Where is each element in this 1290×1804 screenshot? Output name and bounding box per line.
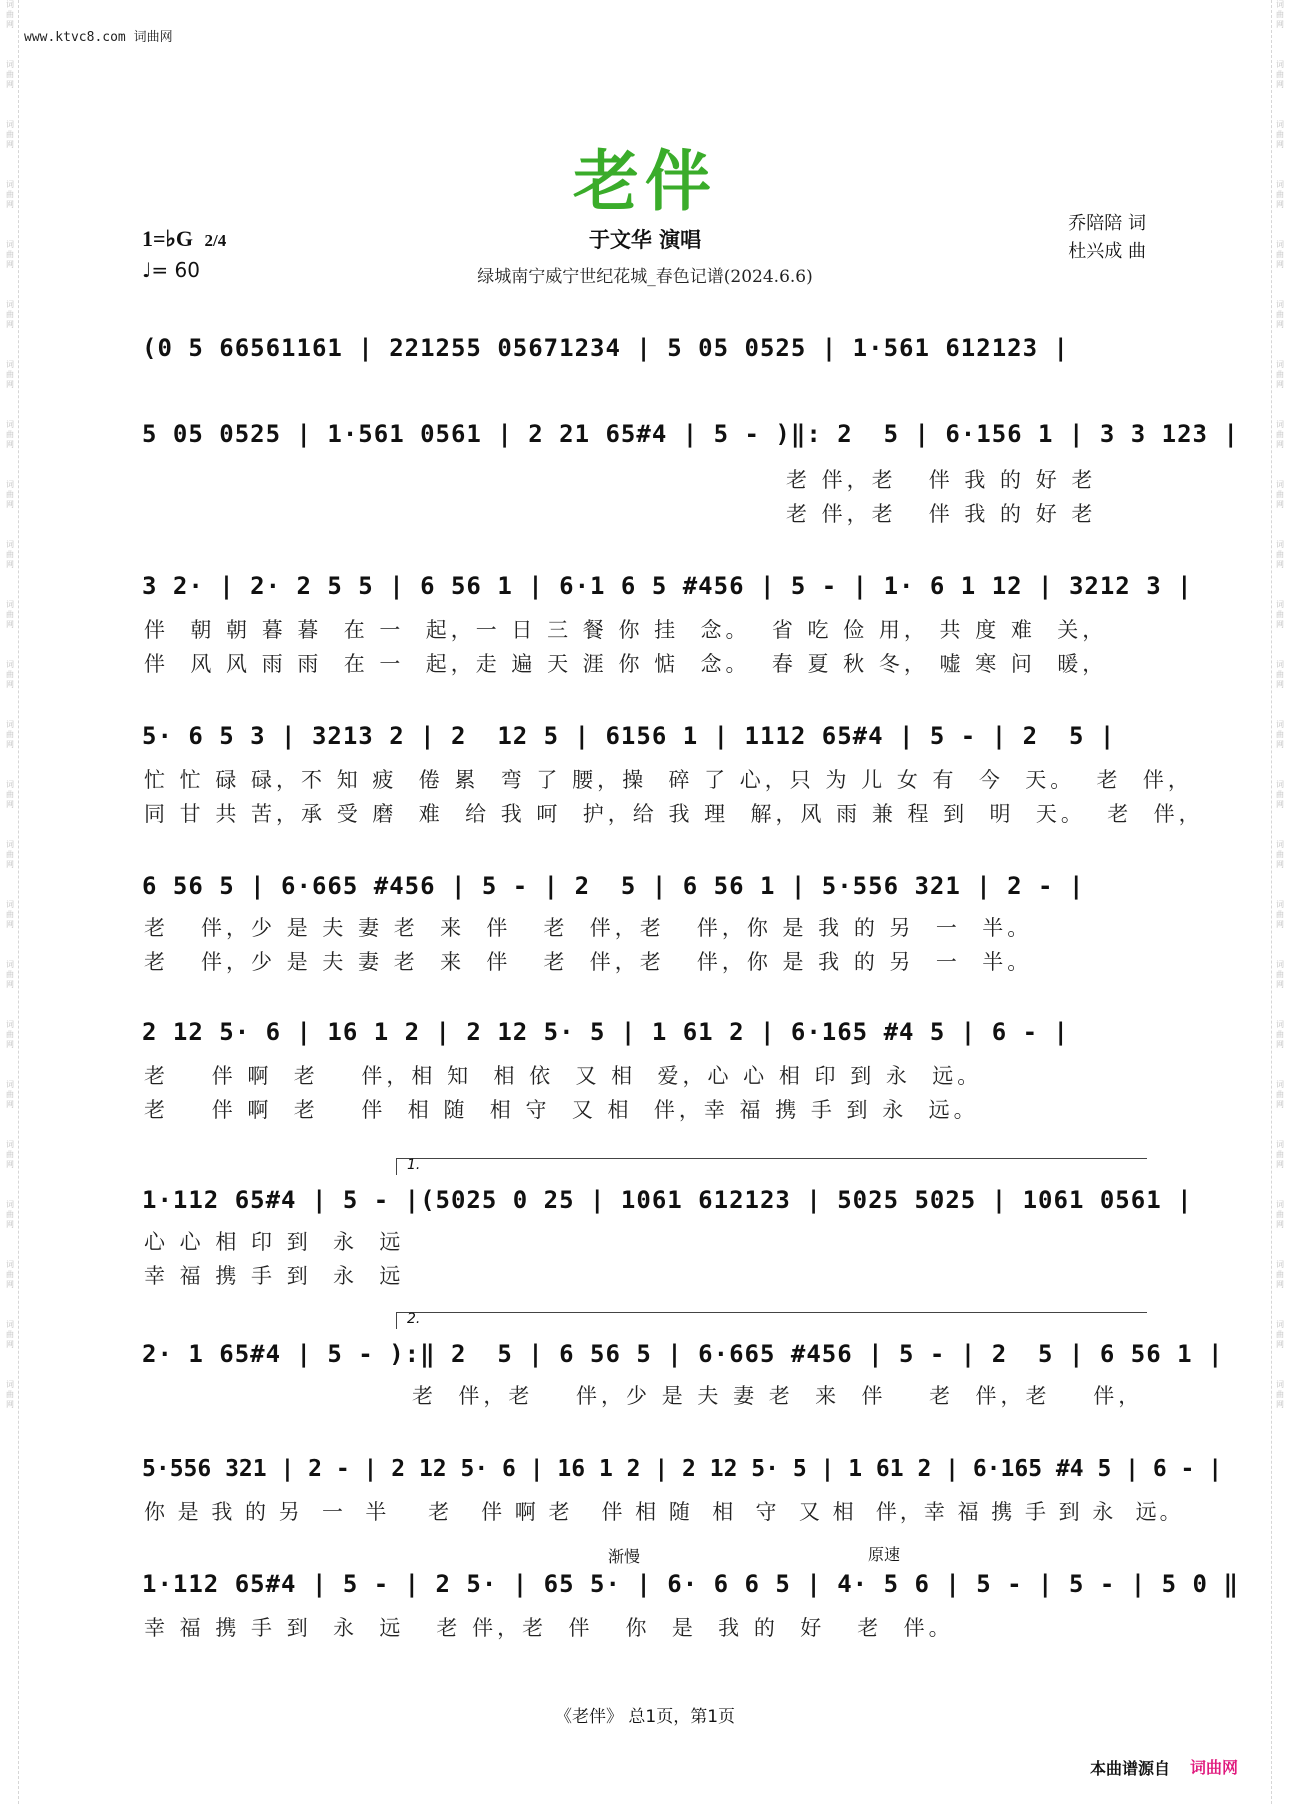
brand-link[interactable]: 词曲网 [1189, 1758, 1238, 1777]
watermark: 词曲网 [1276, 720, 1284, 749]
watermark: 词曲网 [6, 1380, 14, 1409]
notation-line: 1·112 65#4 | 5 - |(5025 0 25 | 1061 612123 | 5025 5025 | 1061 0561 | [142, 1186, 1193, 1214]
lyric-line: 幸 福 携 手 到 永 远 [144, 1264, 405, 1288]
transcriber-credit: 绿城南宁威宁世纪花城_春色记谱(2024.6.6) [477, 267, 813, 287]
watermark: 词曲网 [1276, 900, 1284, 929]
lyric-line: 伴 风 风 雨 雨 在 一 起，走 遍 天 涯 你 惦 念。 春 夏 秋 冬， 嘘 寒 问 暖， [144, 652, 1108, 676]
watermark: 词曲网 [6, 960, 14, 989]
watermark: 词曲网 [6, 360, 14, 389]
lyric-line: 老 伴 啊 老 伴，相 知 相 依 又 相 爱，心 心 相 印 到 永 远。 [144, 1064, 983, 1088]
notation-line: 6 56 5 | 6·665 #456 | 5 - | 2 5 | 6 56 1 | 5·556 321 | 2 - | [142, 872, 1085, 900]
singer-credit: 于文华 演唱 [588, 228, 702, 252]
watermark: 词曲网 [6, 540, 14, 569]
composer-credit: 杜兴成 曲 [1068, 241, 1146, 262]
page-footer: 《老伴》 总1页，第1页 [554, 1707, 736, 1727]
lyric-line: 伴 朝 朝 暮 暮 在 一 起，一 日 三 餐 你 挂 念。 省 吃 俭 用， 共 度 难 关， [144, 618, 1108, 642]
notation-line: (0 5 66561161 | 221255 05671234 | 5 05 0525 | 1·561 612123 | [142, 334, 1069, 362]
watermark: 词曲网 [1276, 0, 1284, 29]
notation-line: 5 05 0525 | 1·561 0561 | 2 21 65#4 | 5 - )‖: 2 5 | 6·156 1 | 3 3 123 | [142, 420, 1239, 448]
watermark: 词曲网 [6, 720, 14, 749]
watermark: 词曲网 [1276, 60, 1284, 89]
notation-line: 2 12 5· 6 | 16 1 2 | 2 12 5· 5 | 1 61 2 | 6·165 #4 5 | 6 - | [142, 1018, 1069, 1046]
watermark: 词曲网 [6, 600, 14, 629]
watermark: 词曲网 [1276, 120, 1284, 149]
song-title: 老伴 [573, 142, 717, 220]
watermark: 词曲网 [1276, 1320, 1284, 1349]
watermark: 词曲网 [6, 420, 14, 449]
watermark: 词曲网 [6, 780, 14, 809]
watermark: 词曲网 [6, 1080, 14, 1109]
watermark: 词曲网 [1276, 480, 1284, 509]
lyric-line: 幸 福 携 手 到 永 远 老 伴，老 伴 你 是 我 的 好 老 伴。 [144, 1616, 954, 1640]
watermark: 词曲网 [6, 120, 14, 149]
watermark: 词曲网 [1276, 780, 1284, 809]
key-signature [142, 226, 226, 252]
watermark: 词曲网 [6, 480, 14, 509]
watermark: 词曲网 [1276, 1080, 1284, 1109]
watermark: 词曲网 [6, 900, 14, 929]
watermark: 词曲网 [1276, 1380, 1284, 1409]
watermark: 词曲网 [1276, 240, 1284, 269]
lyric-line: 老 伴，少 是 夫 妻 老 来 伴 老 伴，老 伴，你 是 我 的 另 一 半。 [144, 950, 1033, 974]
watermark: 词曲网 [1276, 960, 1284, 989]
watermark: 词曲网 [1276, 840, 1284, 869]
watermark: 词曲网 [6, 1140, 14, 1169]
watermark: 词曲网 [1276, 360, 1284, 389]
watermark: 词曲网 [1276, 180, 1284, 209]
notation-line: 5· 6 5 3 | 3213 2 | 2 12 5 | 6156 1 | 1112 65#4 | 5 - | 2 5 | [142, 722, 1116, 750]
watermark: 词曲网 [6, 1320, 14, 1349]
watermark: 词曲网 [6, 300, 14, 329]
a-tempo-marking: 原速 [868, 1545, 901, 1564]
time-signature: 2/4 [204, 231, 227, 250]
watermark: 词曲网 [1276, 300, 1284, 329]
volta-label: 1. [407, 1157, 421, 1173]
author-credits [1068, 210, 1146, 266]
watermark: 词曲网 [6, 1200, 14, 1229]
lyric-line: 同 甘 共 苦，承 受 磨 难 给 我 呵 护，给 我 理 解，风 雨 兼 程 到 明 天。 老 伴， [144, 802, 1204, 826]
notation-line: 3 2· | 2· 2 5 5 | 6 56 1 | 6·1 6 5 #456 | 5 - | 1· 6 1 12 | 3212 3 | [142, 572, 1193, 600]
lyricist-credit: 乔陪陪 词 [1068, 213, 1146, 234]
watermark: 词曲网 [1276, 540, 1284, 569]
lyric-line: 忙 忙 碌 碌，不 知 疲 倦 累 弯 了 腰，操 碎 了 心，只 为 儿 女 有 今 天。 老 伴， [144, 768, 1193, 792]
notation-line: 2· 1 65#4 | 5 - ):‖ 2 5 | 6 56 5 | 6·665 #456 | 5 - | 2 5 | 6 56 1 | [142, 1340, 1224, 1368]
lyric-line: 老 伴，老 伴，少 是 夫 妻 老 来 伴 老 伴，老 伴， [412, 1384, 1144, 1408]
lyric-line: 心 心 相 印 到 永 远 [144, 1230, 405, 1254]
lyric-line: 老 伴，少 是 夫 妻 老 来 伴 老 伴，老 伴，你 是 我 的 另 一 半。 [144, 916, 1033, 940]
watermark: 词曲网 [6, 0, 14, 29]
notation-line: 5·556 321 | 2 - | 2 12 5· 6 | 16 1 2 | 2 12 5· 5 | 1 61 2 | 6·165 #4 5 | 6 - | [142, 1456, 1223, 1482]
ritardando-marking: 渐慢 [608, 1547, 641, 1566]
watermark: 词曲网 [1276, 1200, 1284, 1229]
second-ending-bracket [396, 1312, 1147, 1329]
watermark: 词曲网 [1276, 1140, 1284, 1169]
watermark: 词曲网 [6, 60, 14, 89]
first-ending-bracket [396, 1158, 1147, 1175]
watermark: 词曲网 [1276, 1260, 1284, 1289]
source-label: 本曲谱源自 [1089, 1759, 1170, 1778]
lyric-line: 老 伴，老 伴 我 的 好 老 [786, 468, 1097, 492]
watermark: 词曲网 [6, 240, 14, 269]
lyric-line: 老 伴，老 伴 我 的 好 老 [786, 502, 1097, 526]
volta-label: 2. [407, 1311, 421, 1327]
watermark: 词曲网 [6, 660, 14, 689]
lyric-line: 你 是 我 的 另 一 半 老 伴 啊 老 伴 相 随 相 守 又 相 伴，幸 福 携 手 到 永 远。 [144, 1500, 1184, 1524]
lyric-line: 老 伴 啊 老 伴 相 随 相 守 又 相 伴，幸 福 携 手 到 永 远。 [144, 1098, 979, 1122]
watermark: 词曲网 [6, 1020, 14, 1049]
watermark: 词曲网 [6, 840, 14, 869]
watermark: 词曲网 [1276, 660, 1284, 689]
watermark: 词曲网 [6, 180, 14, 209]
watermark: 词曲网 [6, 1260, 14, 1289]
tempo-marking: ♩= 60 [142, 258, 200, 282]
notation-line: 1·112 65#4 | 5 - | 2 5· | 65 5· | 6· 6 6 5 | 4· 5 6 | 5 - | 5 - | 5 0 ‖ [142, 1570, 1239, 1598]
watermark: 词曲网 [1276, 600, 1284, 629]
watermark: 词曲网 [1276, 1020, 1284, 1049]
watermark: 词曲网 [1276, 420, 1284, 449]
key-label: 1=♭G [142, 226, 194, 251]
site-url: www.ktvc8.com 词曲网 [24, 30, 173, 45]
